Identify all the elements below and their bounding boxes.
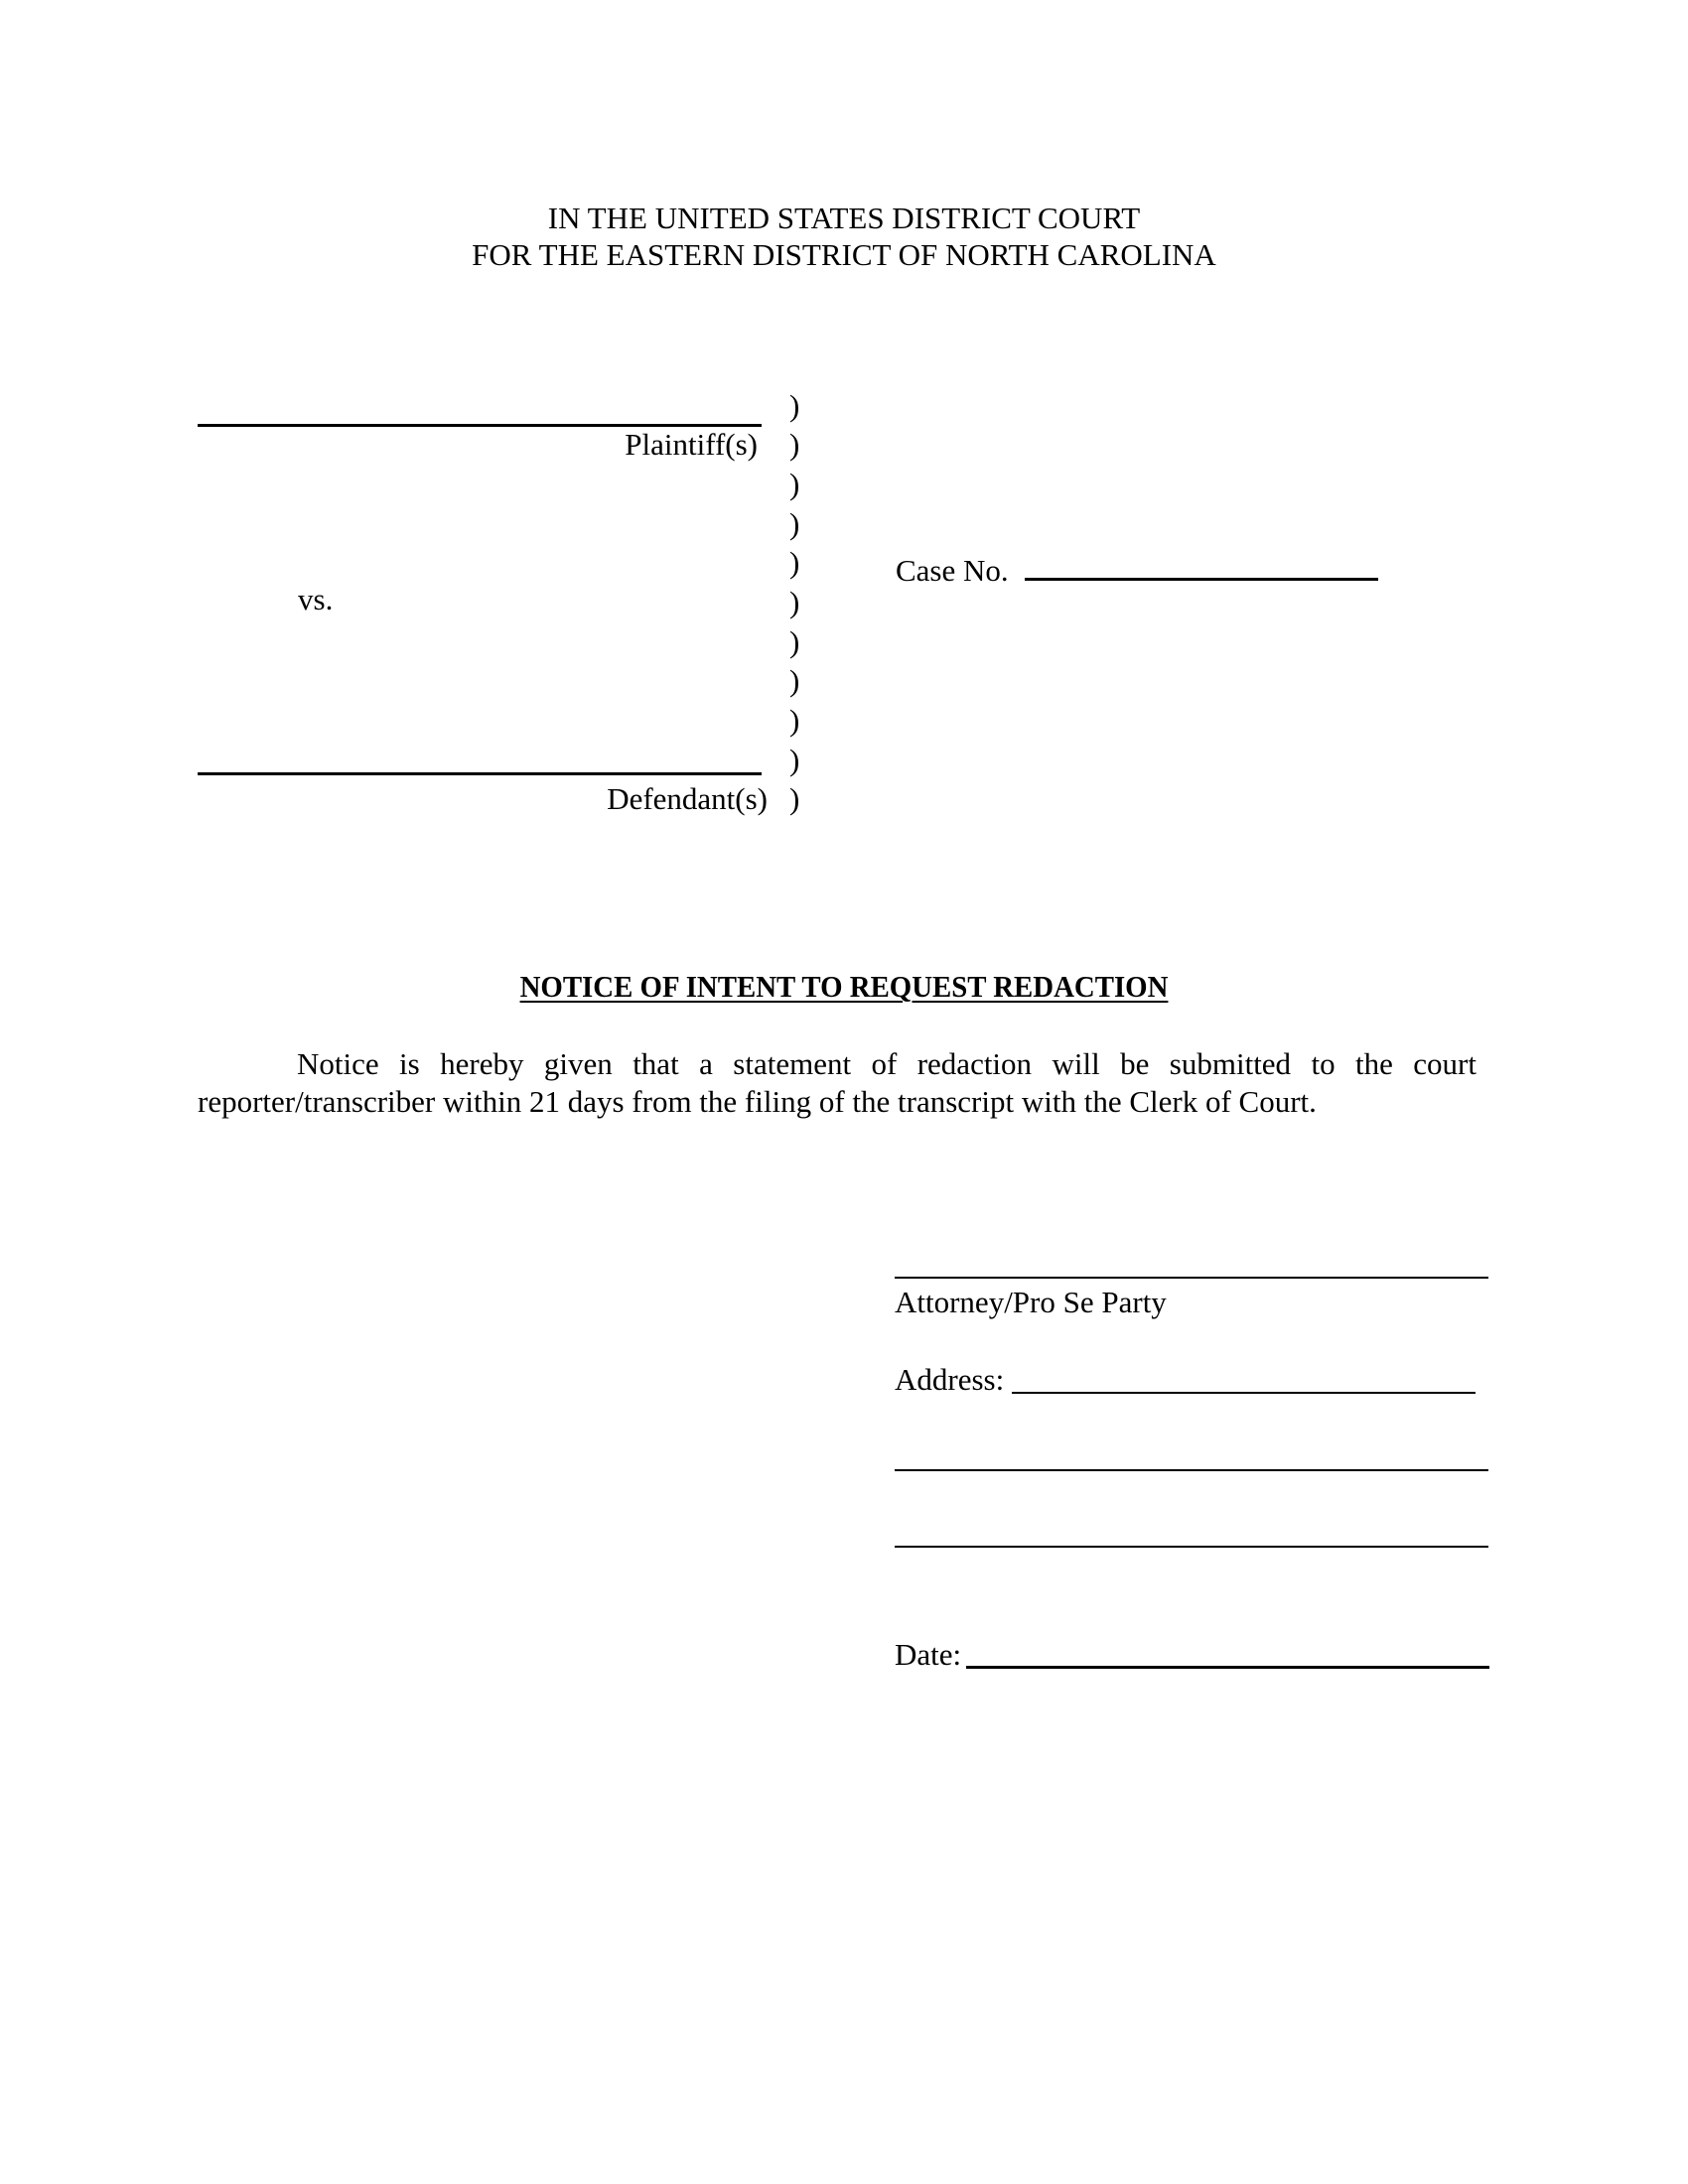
court-header: [0, 200, 1688, 273]
document-title: [0, 971, 1688, 1002]
address-line2-field[interactable]: [895, 1469, 1488, 1471]
signer-label: Attorney/Pro Se Party: [895, 1285, 1167, 1319]
notice-paragraph: Notice is hereby given that a statement of redaction will be submitted to the court reporter/transcriber within 21 days from the filing of the transcript with the Clerk of Court.: [198, 1046, 1477, 1119]
paren: ): [789, 703, 800, 738]
plaintiff-label: Plaintiff(s): [625, 427, 758, 462]
versus-label: vs.: [298, 582, 334, 616]
paren: ): [789, 427, 800, 462]
defendant-name-field[interactable]: [198, 772, 762, 775]
defendant-label: Defendant(s): [607, 781, 768, 816]
case-number-field[interactable]: [1025, 578, 1378, 581]
paren: ): [789, 624, 800, 659]
paren: ): [789, 743, 800, 777]
paren: ): [789, 388, 800, 423]
date-label: Date:: [895, 1637, 962, 1672]
paren: ): [789, 781, 800, 816]
court-header-line1: IN THE UNITED STATES DISTRICT COURT: [547, 201, 1141, 235]
signature-field[interactable]: [895, 1277, 1488, 1279]
address-line3-field[interactable]: [895, 1546, 1488, 1548]
document-title-text: NOTICE OF INTENT TO REQUEST REDACTION: [519, 969, 1169, 1004]
date-field[interactable]: [966, 1666, 1489, 1669]
paren: ): [789, 467, 800, 501]
paren: ): [789, 506, 800, 541]
case-number-label: Case No.: [896, 553, 1009, 588]
paren: ): [789, 545, 800, 580]
address-label: Address:: [895, 1362, 1005, 1397]
address-line1-field[interactable]: [1012, 1392, 1476, 1394]
court-header-line2: FOR THE EASTERN DISTRICT OF NORTH CAROLINA: [472, 237, 1216, 272]
paren: ): [789, 663, 800, 698]
paren: ): [789, 585, 800, 619]
